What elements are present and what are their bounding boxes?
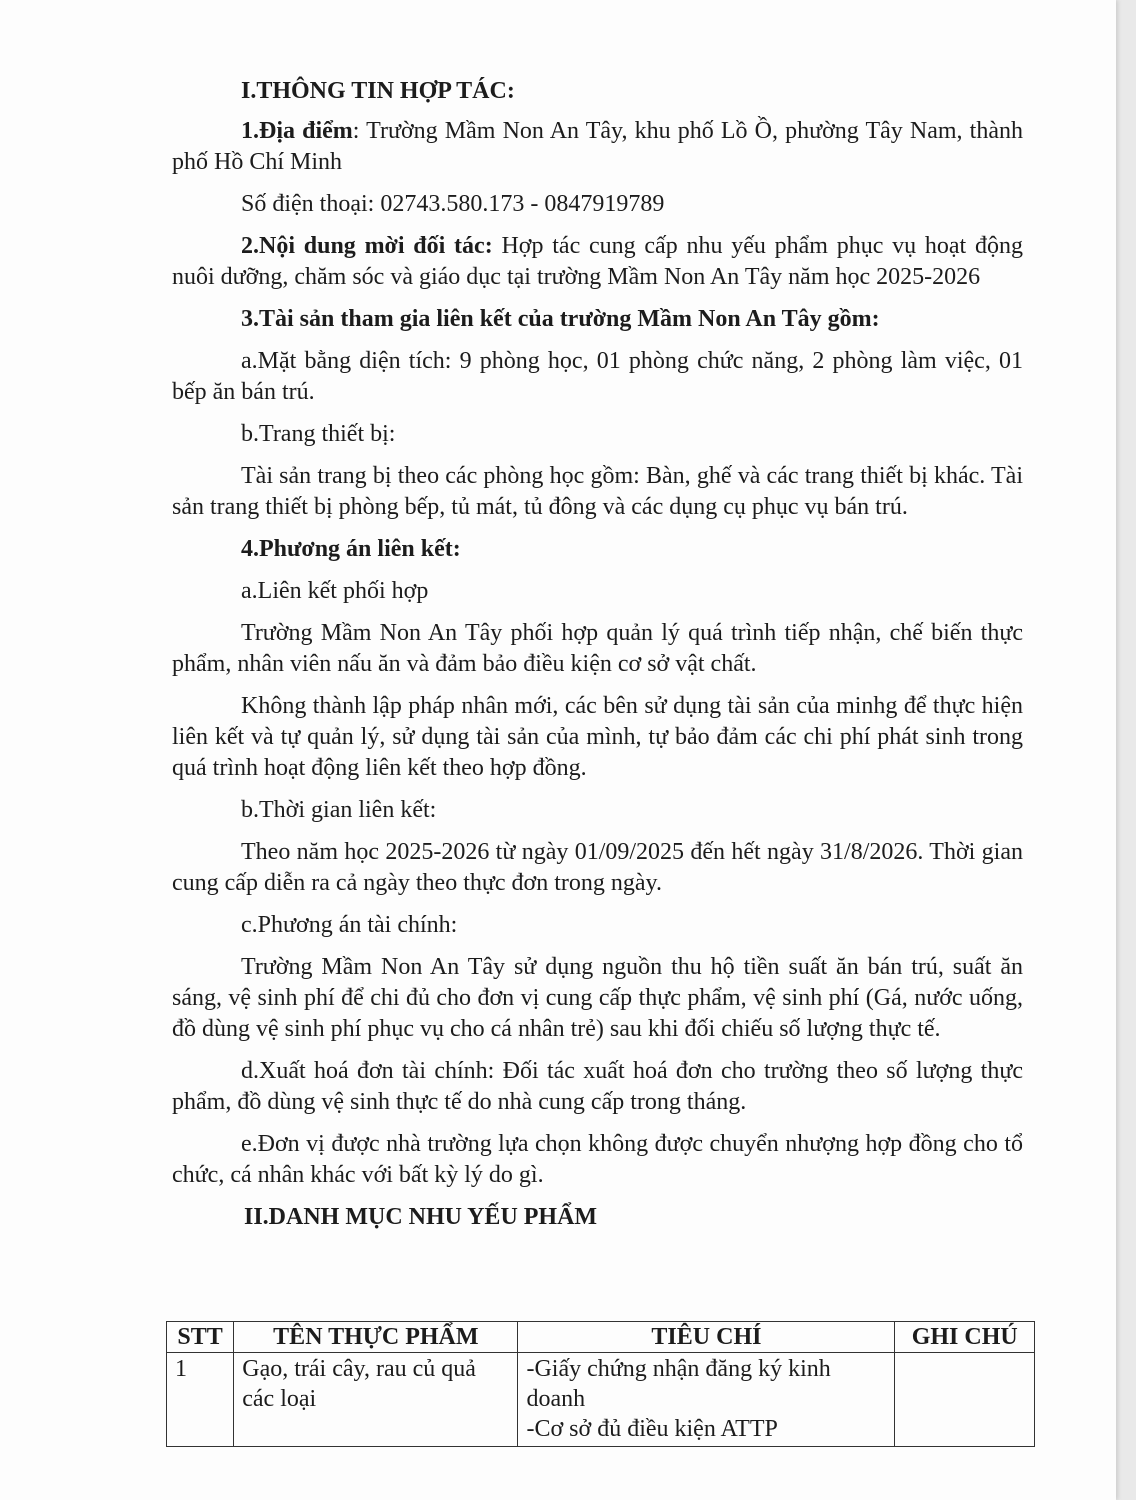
header-name: TÊN THỰC PHẨM <box>234 1322 518 1353</box>
section-1-heading: I.THÔNG TIN HỢP TÁC: <box>241 78 515 104</box>
criteria-item: -Giấy chứng nhận đăng ký kinh doanh <box>526 1356 831 1412</box>
table-header-row <box>167 1322 1035 1353</box>
plan-c: c.Phương án tài chính: <box>241 912 458 938</box>
table-row <box>167 1353 1035 1447</box>
content-label: 2.Nội dung mời đối tác: <box>241 233 493 259</box>
criteria-item: -Cơ sở đủ điều kiện ATTP <box>526 1416 778 1442</box>
section-2-heading: II.DANH MỤC NHU YẾU PHẨM <box>244 1204 598 1230</box>
plan-a-text-2: Không thành lập pháp nhân mới, các bên sử dụng tài sản của minhg để thực hiện liên kết và tự quản lý, sử dụng tài sản của mình, tự bảo đảm các chi phí phát sinh trong quá trình hoạt động liên kết theo hợp đồng. <box>172 693 1023 781</box>
document-body <box>172 76 1023 1233</box>
cell-stt: 1 <box>167 1353 234 1447</box>
assets-heading <box>172 304 1023 335</box>
cell-note <box>895 1353 1035 1447</box>
plan-b: b.Thời gian liên kết: <box>241 797 437 823</box>
cell-criteria <box>518 1353 895 1447</box>
plan-d: d.Xuất hoá đơn tài chính: Đối tác xuất hoá đơn cho trường theo số lượng thực phẩm, đồ dùng vệ sinh thực tế do nhà cung cấp trong tháng. <box>172 1058 1023 1115</box>
content-text: Hợp tác cung cấp nhu yếu phẩm phục vụ hoạt động nuôi dưỡng, chăm sóc và giáo dục tại trường Mầm Non An Tây năm học 2025-2026 <box>172 233 1023 290</box>
cell-name: Gạo, trái cây, rau củ quả các loại <box>234 1353 518 1447</box>
plan-heading <box>172 534 1023 565</box>
assets-b-text: Tài sản trang bị theo các phòng học gồm: Bàn, ghế và các trang thiết bị khác. Tài sản trang thiết bị phòng bếp, tủ mát, tủ đông và các dụng cụ phục vụ bán trú. <box>172 463 1023 520</box>
content-paragraph <box>172 231 1023 293</box>
assets-a: a.Mặt bằng diện tích: 9 phòng học, 01 phòng chức năng, 2 phòng làm việc, 01 bếp ăn bán trú. <box>172 348 1023 405</box>
phone-line: Số điện thoại: 02743.580.173 - 0847919789 <box>241 191 665 217</box>
plan-c-text: Trường Mầm Non An Tây sử dụng nguồn thu hộ tiền suất ăn bán trú, suất ăn sáng, vệ sinh phí để chi đủ cho đơn vị cung cấp thực phẩm, vệ sinh phí (Gá, nước uống, đồ dùng vệ sinh phí phục vụ cho cá nhân trẻ) sau khi đối chiếu số lượng thực tế. <box>172 954 1023 1042</box>
plan-e: e.Đơn vị được nhà trường lựa chọn không được chuyển nhượng hợp đồng cho tổ chức, cá nhân khác với bất kỳ lý do gì. <box>172 1131 1023 1188</box>
location-label: 1.Địa điểm <box>241 118 353 144</box>
header-note: GHI CHÚ <box>895 1322 1035 1353</box>
plan-a-text-1: Trường Mầm Non An Tây phối hợp quản lý quá trình tiếp nhận, chế biến thực phẩm, nhân viên nấu ăn và đảm bảo điều kiện cơ sở vật chất. <box>172 620 1023 677</box>
assets-heading-text: 3.Tài sản tham gia liên kết của trường Mầm Non An Tây gồm: <box>241 306 880 332</box>
header-stt: STT <box>167 1322 234 1353</box>
location-paragraph <box>172 116 1023 178</box>
location-text: : Trường Mầm Non An Tây, khu phố Lồ Ồ, phường Tây Nam, thành phố Hồ Chí Minh <box>172 118 1023 175</box>
plan-heading-text: 4.Phương án liên kết: <box>241 536 461 562</box>
plan-b-text: Theo năm học 2025-2026 từ ngày 01/09/2025 đến hết ngày 31/8/2026. Thời gian cung cấp diễn ra cả ngày theo thực đơn trong ngày. <box>172 839 1023 896</box>
assets-b: b.Trang thiết bị: <box>241 421 396 447</box>
supplies-table <box>166 1321 1035 1447</box>
header-criteria: TIÊU CHÍ <box>518 1322 895 1353</box>
plan-a: a.Liên kết phối hợp <box>241 578 429 604</box>
